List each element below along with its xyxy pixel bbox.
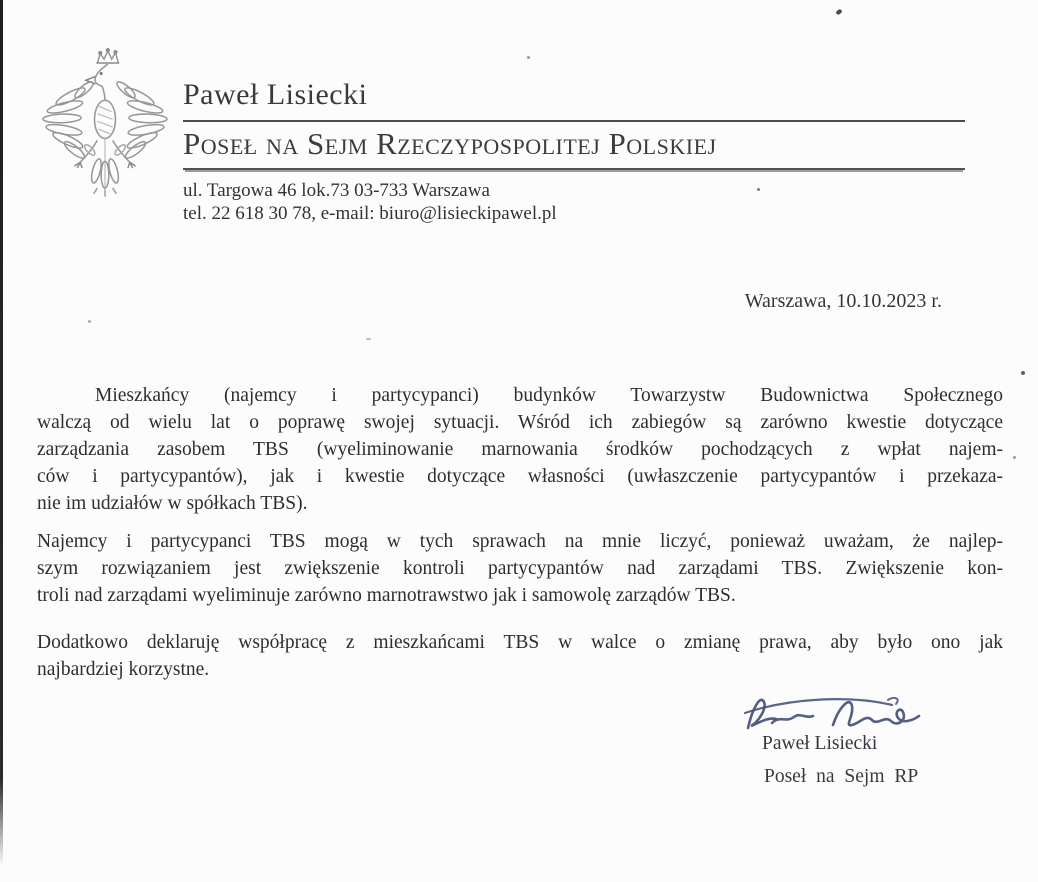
- body-line: Najemcy i partycypanci TBS mogą w tych sprawach na mnie liczyć, ponieważ uważam, że najlep-: [37, 531, 1003, 552]
- letterhead-name: Paweł Lisiecki: [183, 78, 965, 122]
- scan-speck: [1021, 371, 1025, 375]
- body-line: troli nad zarządami wyeliminuje zarówno marnotrawstwo jak i samowolę zarządów TBS.: [37, 585, 736, 606]
- scan-edge-artifact: [0, 0, 3, 866]
- body-line: ców i partycypantów), jak i kwestie dotyczące własności (uwłaszczenie partycypantów i przekaza-: [37, 466, 1003, 487]
- scan-speck: [88, 320, 91, 323]
- body-line: zarządzania zasobem TBS (wyeliminowanie marnowania środków pochodzących z wpłat najem-: [37, 439, 1003, 460]
- body-line: szym rozwiązaniem jest zwiększenie kontroli partycypantów nad zarządami TBS. Zwiększenie kon-: [37, 558, 1003, 579]
- scan-speck: [835, 9, 842, 16]
- polish-eagle-emblem-icon: [42, 44, 168, 210]
- scan-speck: [527, 56, 530, 59]
- body-line: Dodatkowo deklaruję współpracę z mieszkańcami TBS w walce o zmianę prawa, aby było ono jak: [37, 632, 1003, 653]
- letterhead-title: Poseł na Sejm Rzeczypospolitej Polskiej: [183, 122, 965, 170]
- dateline: Warszawa, 10.10.2023 r.: [744, 290, 942, 312]
- letterhead-address: ul. Targowa 46 lok.73 03-733 Warszawa: [183, 180, 490, 201]
- scan-speck: [366, 338, 371, 340]
- signature-role: Poseł na Sejm RP: [764, 766, 919, 787]
- paragraph: [37, 629, 1003, 683]
- letterhead-contact: tel. 22 618 30 78, e-mail: biuro@lisieckipawel.pl: [183, 203, 557, 224]
- letterhead: [183, 78, 965, 225]
- letter-body: [37, 382, 1003, 683]
- body-line: walczą od wielu lat o poprawę swojej sytuacji. Wśród ich zabiegów są zarówno kwestie dotyczące: [37, 412, 1003, 433]
- body-line: Mieszkańcy (najemcy i partycypanci) budynków Towarzystw Budownictwa Społecznego: [95, 385, 1003, 406]
- body-line: najbardziej korzystne.: [37, 659, 210, 680]
- body-line: nie im udziałów w spółkach TBS).: [37, 493, 308, 514]
- paragraph: [37, 382, 1003, 517]
- paragraph: [37, 528, 1003, 609]
- scan-speck: [1013, 456, 1016, 459]
- signature-name: Paweł Lisiecki: [762, 733, 878, 754]
